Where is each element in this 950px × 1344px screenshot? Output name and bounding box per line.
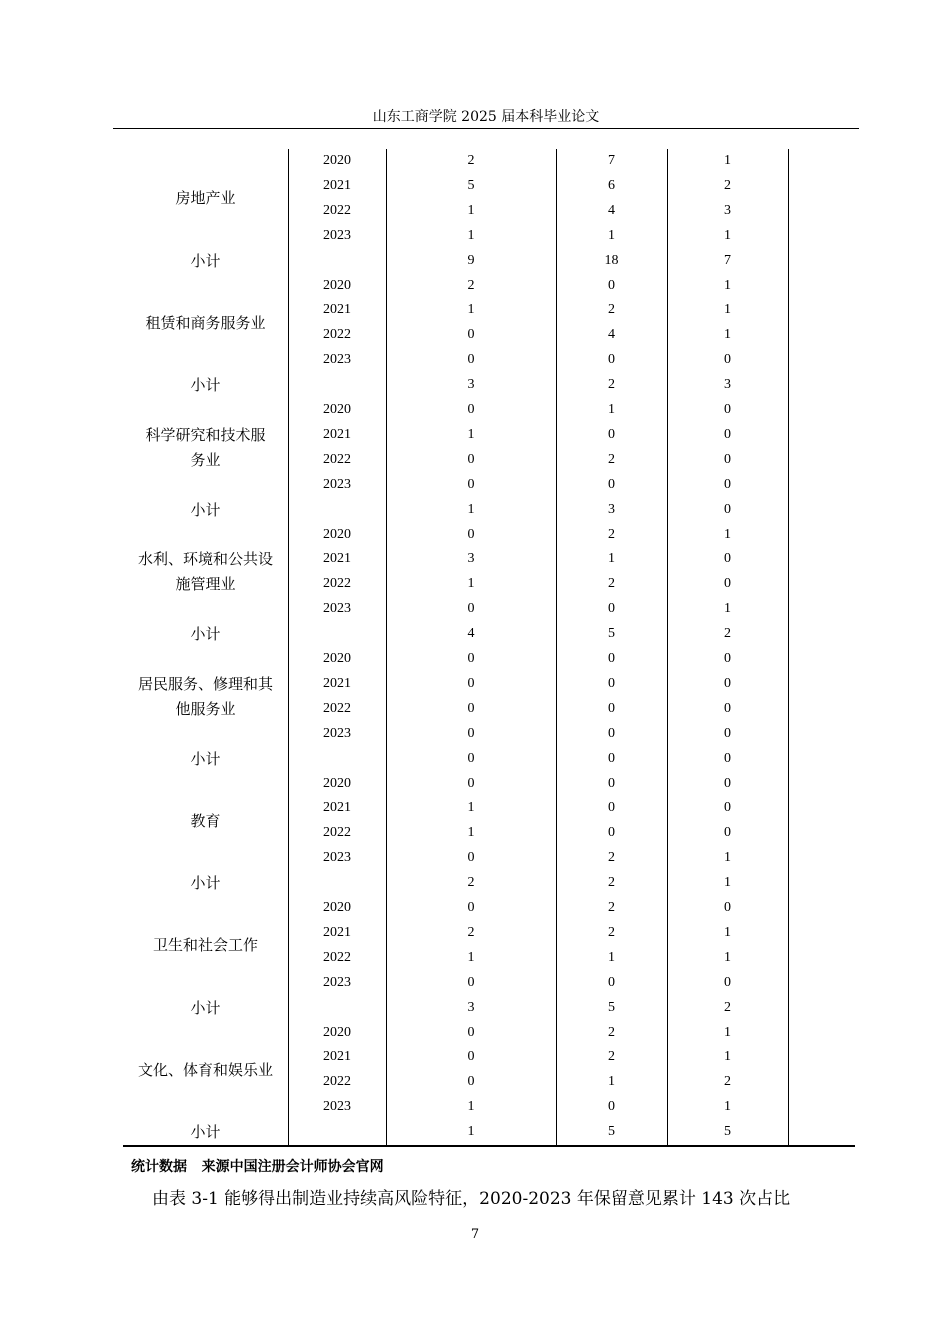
subtotal-a: 4: [467, 626, 475, 642]
cell-b: 2: [608, 576, 615, 592]
industry-label: [123, 809, 288, 834]
cell-c: 0: [724, 352, 731, 368]
cell-c: 1: [724, 924, 731, 940]
subtotal-label: 小计: [190, 376, 221, 395]
subtotal-c: 3: [724, 377, 731, 393]
cell-c: 1: [724, 1024, 731, 1040]
subtotal-a: 1: [467, 1124, 475, 1140]
subtotal-label: 小计: [190, 251, 221, 270]
cell-a: 0: [467, 451, 475, 467]
cell-year: 2023: [323, 476, 351, 492]
cell-a: 1: [467, 302, 475, 318]
cell-b: 4: [608, 202, 615, 218]
cell-a: 0: [467, 900, 475, 915]
cell-a: 0: [467, 775, 475, 791]
cell-a: 0: [467, 1024, 475, 1040]
subtotal-label: 小计: [190, 625, 221, 644]
industry-label-line: 租赁和商务服务业: [145, 313, 266, 332]
cell-c: 0: [724, 725, 731, 741]
cell-b: 2: [608, 526, 615, 542]
subtotal-row: [123, 373, 855, 398]
cell-year: 2022: [323, 700, 351, 716]
industry-label: [123, 186, 288, 211]
cell-year: 2020: [323, 1024, 351, 1040]
subtotal-b: 0: [608, 750, 615, 766]
subtotal-label: 小计: [190, 749, 221, 768]
cell-b: 0: [608, 601, 615, 617]
cell-c: 2: [724, 177, 731, 193]
subtotal-row: [123, 996, 855, 1021]
table-row: [123, 224, 855, 249]
cell-a: 0: [467, 974, 475, 990]
cell-year: 2021: [323, 1049, 351, 1065]
cell-a: 0: [467, 850, 475, 866]
industry-label: [123, 933, 288, 958]
table-row: [123, 772, 855, 797]
cell-year: 2021: [323, 675, 351, 691]
cell-a: 1: [467, 227, 475, 243]
cell-c: 1: [724, 601, 731, 617]
page-number: 7: [470, 1227, 480, 1242]
subtotal-label: 小计: [190, 1123, 221, 1142]
subtotal-a: 3: [467, 999, 475, 1015]
cell-c: 1: [724, 302, 731, 318]
cell-b: 1: [608, 1074, 615, 1090]
industry-label-line: 务业: [190, 450, 221, 469]
cell-b: 0: [608, 1099, 615, 1115]
cell-b: 0: [608, 277, 615, 293]
cell-year: 2021: [323, 924, 351, 940]
cell-year: 2020: [323, 153, 351, 168]
subtotal-row: [123, 747, 855, 772]
industry-label: [123, 423, 288, 473]
cell-c: 0: [724, 825, 731, 841]
cell-a: 3: [467, 551, 475, 567]
cell-c: 1: [724, 949, 731, 965]
cell-b: 1: [608, 551, 615, 567]
cell-c: 0: [724, 426, 731, 442]
cell-a: 1: [467, 576, 475, 592]
cell-b: 4: [608, 327, 615, 343]
subtotal-b: 2: [608, 875, 615, 891]
cell-b: 2: [608, 451, 615, 467]
cell-b: 0: [608, 651, 615, 666]
cell-year: 2022: [323, 451, 351, 467]
cell-a: 2: [467, 153, 475, 168]
cell-b: 0: [608, 800, 615, 816]
cell-year: 2021: [323, 800, 351, 816]
cell-b: 0: [608, 775, 615, 791]
subtotal-b: 5: [608, 626, 615, 642]
cell-b: 1: [608, 227, 615, 243]
audit-opinion-table: [123, 149, 855, 1145]
cell-a: 1: [467, 949, 475, 965]
subtotal-c: 0: [724, 750, 731, 766]
subtotal-a: 0: [467, 750, 475, 766]
cell-year: 2021: [323, 177, 351, 193]
industry-label-line: 文化、体育和娱乐业: [137, 1060, 273, 1079]
subtotal-c: 2: [724, 999, 731, 1015]
cell-year: 2020: [323, 651, 351, 666]
subtotal-row: [123, 498, 855, 523]
industry-label: [123, 1058, 288, 1083]
cell-c: 0: [724, 402, 731, 417]
industry-label-line: 科学研究和技术服: [145, 425, 266, 444]
table-row: [123, 647, 855, 672]
cell-c: 0: [724, 700, 731, 716]
cell-c: 0: [724, 551, 731, 567]
cell-c: 1: [724, 526, 731, 542]
cell-c: 1: [724, 327, 731, 343]
subtotal-b: 3: [608, 501, 615, 517]
subtotal-a: 2: [467, 875, 475, 891]
cell-b: 0: [608, 675, 615, 691]
cell-year: 2020: [323, 775, 351, 791]
industry-label: [123, 311, 288, 336]
cell-a: 0: [467, 675, 475, 691]
cell-b: 0: [608, 700, 615, 716]
cell-year: 2021: [323, 426, 351, 442]
cell-b: 0: [608, 426, 615, 442]
cell-a: 0: [467, 700, 475, 716]
cell-a: 0: [467, 1049, 475, 1065]
cell-c: 0: [724, 900, 731, 915]
cell-year: 2020: [323, 402, 351, 417]
industry-label-line: 施管理业: [175, 575, 236, 594]
cell-year: 2023: [323, 725, 351, 741]
table-row: [123, 896, 855, 921]
table-row: [123, 274, 855, 299]
industry-label-line: 卫生和社会工作: [152, 936, 258, 955]
subtotal-c: 2: [724, 626, 731, 642]
cell-c: 0: [724, 974, 731, 990]
subtotal-row: [123, 1120, 855, 1145]
cell-c: 0: [724, 675, 731, 691]
cell-c: 1: [724, 850, 731, 866]
cell-c: 3: [724, 202, 731, 218]
header-rule: [113, 128, 859, 129]
subtotal-b: 2: [608, 377, 615, 393]
subtotal-label: 小计: [190, 500, 221, 519]
cell-b: 2: [608, 850, 615, 866]
source-note: 统计数据 来源中国注册会计师协会官网: [131, 1159, 384, 1175]
cell-a: 0: [467, 651, 475, 666]
cell-year: 2023: [323, 352, 351, 368]
cell-b: 2: [608, 1049, 615, 1065]
cell-year: 2022: [323, 1074, 351, 1090]
cell-c: 0: [724, 576, 731, 592]
cell-b: 0: [608, 476, 615, 492]
table-row: [123, 473, 855, 498]
cell-year: 2022: [323, 576, 351, 592]
table-row: [123, 348, 855, 373]
cell-b: 0: [608, 725, 615, 741]
cell-b: 0: [608, 352, 615, 368]
table-row: [123, 1095, 855, 1120]
subtotal-row: [123, 622, 855, 647]
subtotal-c: 1: [724, 875, 731, 891]
cell-year: 2023: [323, 974, 351, 990]
cell-c: 0: [724, 775, 731, 791]
subtotal-a: 9: [467, 252, 475, 268]
cell-a: 1: [467, 825, 475, 841]
industry-label: [123, 672, 288, 722]
subtotal-c: 0: [724, 501, 731, 517]
cell-b: 2: [608, 1024, 615, 1040]
cell-c: 1: [724, 277, 731, 293]
cell-c: 0: [724, 800, 731, 816]
cell-b: 0: [608, 825, 615, 841]
cell-year: 2023: [323, 1099, 351, 1115]
subtotal-label: 小计: [190, 874, 221, 893]
table-row: [123, 1021, 855, 1046]
cell-c: 1: [724, 1049, 731, 1065]
cell-a: 0: [467, 526, 475, 542]
cell-year: 2021: [323, 551, 351, 567]
subtotal-b: 5: [608, 999, 615, 1015]
page-header: 山东工商学院 2025 届本科毕业论文: [372, 109, 600, 125]
cell-c: 0: [724, 651, 731, 666]
cell-a: 2: [467, 924, 475, 940]
cell-year: 2023: [323, 227, 351, 243]
cell-a: 1: [467, 1099, 475, 1115]
subtotal-label: 小计: [190, 998, 221, 1017]
table-row: [123, 398, 855, 423]
cell-c: 0: [724, 476, 731, 492]
cell-c: 1: [724, 153, 731, 168]
cell-year: 2022: [323, 949, 351, 965]
subtotal-a: 3: [467, 377, 475, 393]
industry-label-line: 房地产业: [175, 189, 236, 208]
cell-c: 0: [724, 451, 731, 467]
cell-a: 0: [467, 352, 475, 368]
cell-year: 2020: [323, 526, 351, 542]
cell-a: 0: [467, 725, 475, 741]
cell-b: 2: [608, 924, 615, 940]
cell-year: 2022: [323, 825, 351, 841]
cell-b: 0: [608, 974, 615, 990]
cell-a: 0: [467, 1074, 475, 1090]
subtotal-b: 18: [604, 252, 619, 268]
cell-year: 2023: [323, 850, 351, 866]
cell-b: 2: [608, 302, 615, 318]
cell-year: 2023: [323, 601, 351, 617]
cell-b: 1: [608, 949, 615, 965]
cell-a: 1: [467, 202, 475, 218]
cell-b: 2: [608, 900, 615, 915]
cell-a: 1: [467, 426, 475, 442]
subtotal-row: [123, 871, 855, 896]
cell-a: 0: [467, 327, 475, 343]
cell-a: 5: [467, 177, 475, 193]
table-row: [123, 523, 855, 548]
cell-year: 2020: [323, 277, 351, 293]
cell-year: 2022: [323, 327, 351, 343]
body-paragraph: 由表 3-1 能够得出制造业持续高风险特征，2020-2023 年保留意见累计 143 次占比: [152, 1189, 791, 1209]
cell-year: 2020: [323, 900, 351, 915]
cell-c: 1: [724, 227, 731, 243]
cell-b: 1: [608, 402, 615, 417]
cell-b: 7: [608, 153, 615, 168]
industry-label-line: 他服务业: [175, 699, 236, 718]
table-row: [123, 722, 855, 747]
table-row: [123, 149, 855, 174]
table-row: [123, 971, 855, 996]
industry-label-line: 居民服务、修理和其: [137, 674, 273, 693]
cell-a: 0: [467, 402, 475, 417]
industry-label-line: 水利、环境和公共设: [137, 550, 273, 569]
table-row: [123, 846, 855, 871]
cell-c: 1: [724, 1099, 731, 1115]
cell-b: 6: [608, 177, 615, 193]
cell-c: 2: [724, 1074, 731, 1090]
industry-label: [123, 547, 288, 597]
cell-year: 2022: [323, 202, 351, 218]
subtotal-c: 7: [724, 252, 731, 268]
subtotal-row: [123, 249, 855, 274]
subtotal-c: 5: [724, 1124, 731, 1140]
cell-a: 2: [467, 277, 475, 293]
subtotal-a: 1: [467, 501, 475, 517]
cell-a: 0: [467, 601, 475, 617]
table-bottom-rule: [123, 1145, 855, 1147]
subtotal-b: 5: [608, 1124, 615, 1140]
cell-year: 2021: [323, 302, 351, 318]
cell-a: 1: [467, 800, 475, 816]
table-row: [123, 597, 855, 622]
industry-label-line: 教育: [190, 811, 221, 830]
cell-a: 0: [467, 476, 475, 492]
